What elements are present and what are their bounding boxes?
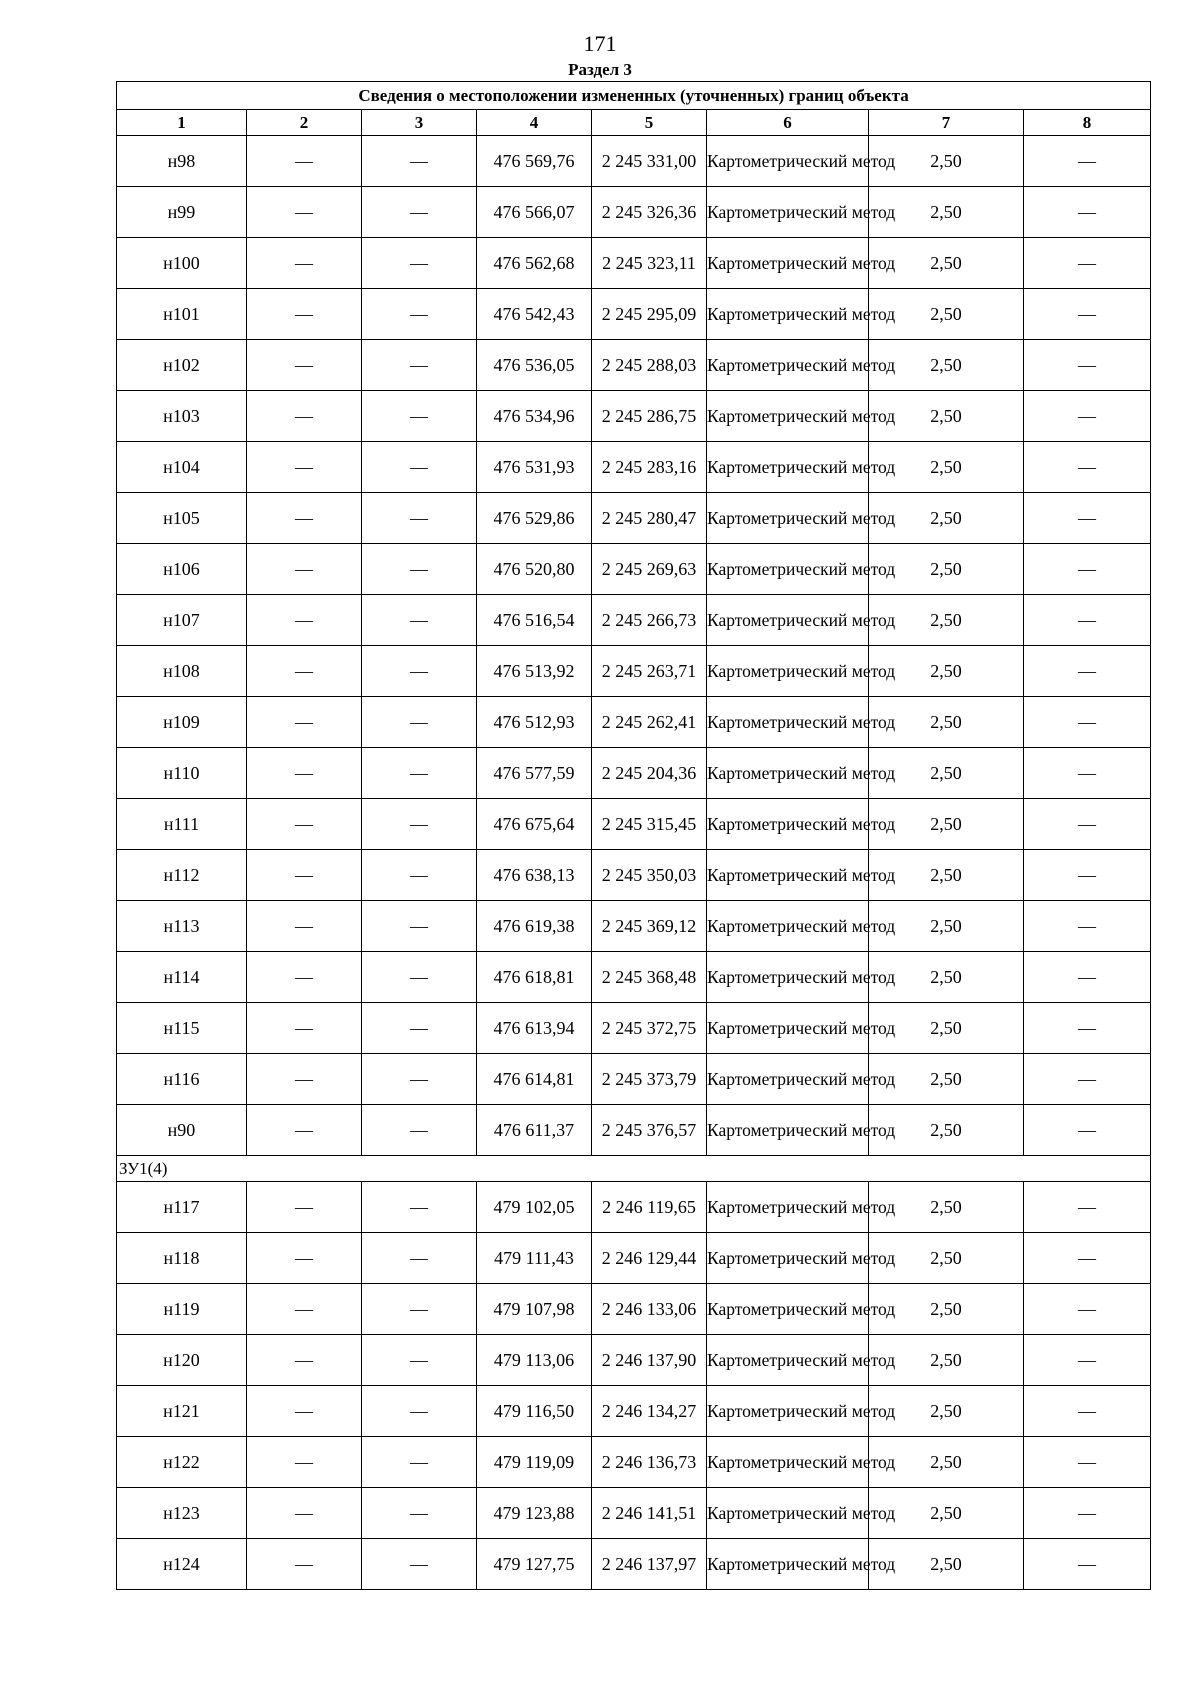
point-name-cell: н108: [117, 646, 247, 697]
point-name-cell: н110: [117, 748, 247, 799]
column-8-cell: —: [1024, 493, 1151, 544]
table-row: [117, 595, 1151, 646]
column-3-cell: —: [362, 799, 477, 850]
table-row: [117, 1437, 1151, 1488]
column-number: 3: [362, 110, 477, 136]
y-coordinate-cell: 2 245 204,36: [592, 748, 707, 799]
table-row: [117, 1539, 1151, 1590]
y-coordinate-cell: 2 245 323,11: [592, 238, 707, 289]
x-coordinate-cell: 476 569,76: [477, 136, 592, 187]
method-cell: Картометрический метод: [707, 952, 869, 1003]
y-coordinate-cell: 2 245 266,73: [592, 595, 707, 646]
method-cell: Картометрический метод: [707, 136, 869, 187]
column-2-cell: —: [247, 1182, 362, 1233]
method-cell: Картометрический метод: [707, 1003, 869, 1054]
point-name-cell: н113: [117, 901, 247, 952]
column-3-cell: —: [362, 850, 477, 901]
column-8-cell: —: [1024, 238, 1151, 289]
column-8-cell: —: [1024, 646, 1151, 697]
x-coordinate-cell: 476 618,81: [477, 952, 592, 1003]
column-3-cell: —: [362, 238, 477, 289]
point-name-cell: н90: [117, 1105, 247, 1156]
table-row: [117, 901, 1151, 952]
y-coordinate-cell: 2 245 280,47: [592, 493, 707, 544]
column-2-cell: —: [247, 340, 362, 391]
accuracy-cell: 2,50: [869, 1488, 1024, 1539]
column-3-cell: —: [362, 1105, 477, 1156]
accuracy-cell: 2,50: [869, 289, 1024, 340]
table-row: [117, 289, 1151, 340]
x-coordinate-cell: 476 613,94: [477, 1003, 592, 1054]
y-coordinate-cell: 2 246 141,51: [592, 1488, 707, 1539]
accuracy-cell: 2,50: [869, 1284, 1024, 1335]
y-coordinate-cell: 2 245 263,71: [592, 646, 707, 697]
method-cell: Картометрический метод: [707, 289, 869, 340]
point-name-cell: н103: [117, 391, 247, 442]
accuracy-cell: 2,50: [869, 1539, 1024, 1590]
y-coordinate-cell: 2 245 376,57: [592, 1105, 707, 1156]
table-caption-row: [117, 82, 1151, 110]
table-row: [117, 238, 1151, 289]
column-number: 6: [707, 110, 869, 136]
column-2-cell: —: [247, 595, 362, 646]
column-3-cell: —: [362, 901, 477, 952]
y-coordinate-cell: 2 245 315,45: [592, 799, 707, 850]
point-name-cell: н107: [117, 595, 247, 646]
x-coordinate-cell: 476 534,96: [477, 391, 592, 442]
accuracy-cell: 2,50: [869, 799, 1024, 850]
column-8-cell: —: [1024, 1105, 1151, 1156]
point-name-cell: н109: [117, 697, 247, 748]
x-coordinate-cell: 476 531,93: [477, 442, 592, 493]
method-cell: Картометрический метод: [707, 646, 869, 697]
accuracy-cell: 2,50: [869, 1335, 1024, 1386]
column-3-cell: —: [362, 442, 477, 493]
accuracy-cell: 2,50: [869, 544, 1024, 595]
x-coordinate-cell: 479 123,88: [477, 1488, 592, 1539]
method-cell: Картометрический метод: [707, 1054, 869, 1105]
point-name-cell: н101: [117, 289, 247, 340]
accuracy-cell: 2,50: [869, 442, 1024, 493]
page-number: 171: [583, 31, 617, 56]
column-8-cell: —: [1024, 442, 1151, 493]
method-cell: Картометрический метод: [707, 493, 869, 544]
method-cell: Картометрический метод: [707, 748, 869, 799]
x-coordinate-cell: 476 513,92: [477, 646, 592, 697]
point-name-cell: н119: [117, 1284, 247, 1335]
y-coordinate-cell: 2 246 136,73: [592, 1437, 707, 1488]
table-row: [117, 1488, 1151, 1539]
y-coordinate-cell: 2 245 368,48: [592, 952, 707, 1003]
y-coordinate-cell: 2 245 372,75: [592, 1003, 707, 1054]
table-row: [117, 1233, 1151, 1284]
x-coordinate-cell: 476 619,38: [477, 901, 592, 952]
accuracy-cell: 2,50: [869, 901, 1024, 952]
group-label-row: [117, 1156, 1151, 1182]
column-2-cell: —: [247, 1003, 362, 1054]
column-2-cell: —: [247, 1054, 362, 1105]
column-3-cell: —: [362, 1335, 477, 1386]
accuracy-cell: 2,50: [869, 952, 1024, 1003]
column-3-cell: —: [362, 340, 477, 391]
y-coordinate-cell: 2 245 373,79: [592, 1054, 707, 1105]
column-2-cell: —: [247, 697, 362, 748]
column-2-cell: —: [247, 544, 362, 595]
method-cell: Картометрический метод: [707, 1284, 869, 1335]
column-3-cell: —: [362, 1437, 477, 1488]
column-8-cell: —: [1024, 1335, 1151, 1386]
x-coordinate-cell: 479 127,75: [477, 1539, 592, 1590]
column-8-cell: —: [1024, 136, 1151, 187]
method-cell: Картометрический метод: [707, 1233, 869, 1284]
column-2-cell: —: [247, 748, 362, 799]
column-2-cell: —: [247, 952, 362, 1003]
table-row: [117, 1003, 1151, 1054]
method-cell: Картометрический метод: [707, 901, 869, 952]
accuracy-cell: 2,50: [869, 493, 1024, 544]
method-cell: Картометрический метод: [707, 1182, 869, 1233]
column-number: 1: [117, 110, 247, 136]
column-3-cell: —: [362, 544, 477, 595]
point-name-cell: н99: [117, 187, 247, 238]
table-row: [117, 697, 1151, 748]
point-name-cell: н118: [117, 1233, 247, 1284]
y-coordinate-cell: 2 245 286,75: [592, 391, 707, 442]
x-coordinate-cell: 476 638,13: [477, 850, 592, 901]
accuracy-cell: 2,50: [869, 136, 1024, 187]
column-2-cell: —: [247, 187, 362, 238]
column-3-cell: —: [362, 391, 477, 442]
column-8-cell: —: [1024, 544, 1151, 595]
column-number: 8: [1024, 110, 1151, 136]
column-2-cell: —: [247, 289, 362, 340]
point-name-cell: н114: [117, 952, 247, 1003]
point-name-cell: н105: [117, 493, 247, 544]
section-title: Раздел 3: [568, 60, 632, 79]
point-name-cell: н120: [117, 1335, 247, 1386]
accuracy-cell: 2,50: [869, 238, 1024, 289]
column-3-cell: —: [362, 187, 477, 238]
method-cell: Картометрический метод: [707, 238, 869, 289]
column-3-cell: —: [362, 1182, 477, 1233]
column-number: 5: [592, 110, 707, 136]
method-cell: Картометрический метод: [707, 442, 869, 493]
column-8-cell: —: [1024, 850, 1151, 901]
point-name-cell: н122: [117, 1437, 247, 1488]
y-coordinate-cell: 2 245 262,41: [592, 697, 707, 748]
x-coordinate-cell: 476 516,54: [477, 595, 592, 646]
column-3-cell: —: [362, 1003, 477, 1054]
table-caption: Сведения о местоположении измененных (уточненных) границ объекта: [117, 82, 1151, 110]
point-name-cell: н123: [117, 1488, 247, 1539]
accuracy-cell: 2,50: [869, 391, 1024, 442]
group-label: ЗУ1(4): [117, 1156, 1151, 1182]
column-2-cell: —: [247, 850, 362, 901]
column-2-cell: —: [247, 901, 362, 952]
method-cell: Картометрический метод: [707, 697, 869, 748]
column-3-cell: —: [362, 136, 477, 187]
table-row: [117, 1335, 1151, 1386]
method-cell: Картометрический метод: [707, 1105, 869, 1156]
column-8-cell: —: [1024, 595, 1151, 646]
column-3-cell: —: [362, 1054, 477, 1105]
y-coordinate-cell: 2 245 283,16: [592, 442, 707, 493]
y-coordinate-cell: 2 246 137,97: [592, 1539, 707, 1590]
accuracy-cell: 2,50: [869, 1182, 1024, 1233]
column-8-cell: —: [1024, 187, 1151, 238]
point-name-cell: н98: [117, 136, 247, 187]
method-cell: Картометрический метод: [707, 1386, 869, 1437]
y-coordinate-cell: 2 245 331,00: [592, 136, 707, 187]
table-row: [117, 850, 1151, 901]
column-3-cell: —: [362, 493, 477, 544]
column-3-cell: —: [362, 289, 477, 340]
column-2-cell: —: [247, 136, 362, 187]
table-row: [117, 187, 1151, 238]
table-row: [117, 748, 1151, 799]
column-3-cell: —: [362, 952, 477, 1003]
x-coordinate-cell: 479 113,06: [477, 1335, 592, 1386]
table-row: [117, 136, 1151, 187]
method-cell: Картометрический метод: [707, 799, 869, 850]
table-row: [117, 1386, 1151, 1437]
column-2-cell: —: [247, 1437, 362, 1488]
column-number: 2: [247, 110, 362, 136]
point-name-cell: н102: [117, 340, 247, 391]
y-coordinate-cell: 2 246 119,65: [592, 1182, 707, 1233]
table-row: [117, 340, 1151, 391]
point-name-cell: н100: [117, 238, 247, 289]
table-row: [117, 952, 1151, 1003]
column-3-cell: —: [362, 748, 477, 799]
accuracy-cell: 2,50: [869, 1233, 1024, 1284]
y-coordinate-cell: 2 245 269,63: [592, 544, 707, 595]
x-coordinate-cell: 479 107,98: [477, 1284, 592, 1335]
accuracy-cell: 2,50: [869, 1386, 1024, 1437]
column-8-cell: —: [1024, 289, 1151, 340]
y-coordinate-cell: 2 245 350,03: [592, 850, 707, 901]
column-8-cell: —: [1024, 1539, 1151, 1590]
column-8-cell: —: [1024, 952, 1151, 1003]
point-name-cell: н116: [117, 1054, 247, 1105]
column-8-cell: —: [1024, 748, 1151, 799]
accuracy-cell: 2,50: [869, 595, 1024, 646]
point-name-cell: н111: [117, 799, 247, 850]
accuracy-cell: 2,50: [869, 1054, 1024, 1105]
x-coordinate-cell: 476 512,93: [477, 697, 592, 748]
column-8-cell: —: [1024, 1003, 1151, 1054]
column-8-cell: —: [1024, 340, 1151, 391]
accuracy-cell: 2,50: [869, 1003, 1024, 1054]
x-coordinate-cell: 479 102,05: [477, 1182, 592, 1233]
table-row: [117, 391, 1151, 442]
column-2-cell: —: [247, 646, 362, 697]
y-coordinate-cell: 2 246 134,27: [592, 1386, 707, 1437]
accuracy-cell: 2,50: [869, 340, 1024, 391]
x-coordinate-cell: 476 577,59: [477, 748, 592, 799]
method-cell: Картометрический метод: [707, 595, 869, 646]
column-number-row: [117, 110, 1151, 136]
point-name-cell: н117: [117, 1182, 247, 1233]
x-coordinate-cell: 476 611,37: [477, 1105, 592, 1156]
column-3-cell: —: [362, 595, 477, 646]
accuracy-cell: 2,50: [869, 748, 1024, 799]
y-coordinate-cell: 2 245 288,03: [592, 340, 707, 391]
column-number: 4: [477, 110, 592, 136]
accuracy-cell: 2,50: [869, 646, 1024, 697]
table-body: [117, 136, 1151, 1590]
column-8-cell: —: [1024, 799, 1151, 850]
method-cell: Картометрический метод: [707, 850, 869, 901]
column-8-cell: —: [1024, 901, 1151, 952]
column-2-cell: —: [247, 1386, 362, 1437]
column-2-cell: —: [247, 799, 362, 850]
y-coordinate-cell: 2 245 295,09: [592, 289, 707, 340]
y-coordinate-cell: 2 246 137,90: [592, 1335, 707, 1386]
column-2-cell: —: [247, 1539, 362, 1590]
column-8-cell: —: [1024, 1437, 1151, 1488]
column-8-cell: —: [1024, 1054, 1151, 1105]
column-2-cell: —: [247, 1335, 362, 1386]
column-8-cell: —: [1024, 1488, 1151, 1539]
x-coordinate-cell: 476 529,86: [477, 493, 592, 544]
point-name-cell: н124: [117, 1539, 247, 1590]
table-row: [117, 442, 1151, 493]
column-8-cell: —: [1024, 1233, 1151, 1284]
x-coordinate-cell: 476 542,43: [477, 289, 592, 340]
column-2-cell: —: [247, 391, 362, 442]
method-cell: Картометрический метод: [707, 1539, 869, 1590]
y-coordinate-cell: 2 246 129,44: [592, 1233, 707, 1284]
method-cell: Картометрический метод: [707, 391, 869, 442]
column-8-cell: —: [1024, 697, 1151, 748]
method-cell: Картометрический метод: [707, 187, 869, 238]
column-3-cell: —: [362, 1233, 477, 1284]
point-name-cell: н121: [117, 1386, 247, 1437]
table-row: [117, 799, 1151, 850]
x-coordinate-cell: 476 536,05: [477, 340, 592, 391]
y-coordinate-cell: 2 246 133,06: [592, 1284, 707, 1335]
x-coordinate-cell: 479 116,50: [477, 1386, 592, 1437]
x-coordinate-cell: 476 675,64: [477, 799, 592, 850]
point-name-cell: н115: [117, 1003, 247, 1054]
table-row: [117, 493, 1151, 544]
column-2-cell: —: [247, 442, 362, 493]
accuracy-cell: 2,50: [869, 850, 1024, 901]
method-cell: Картометрический метод: [707, 1437, 869, 1488]
column-8-cell: —: [1024, 391, 1151, 442]
accuracy-cell: 2,50: [869, 697, 1024, 748]
accuracy-cell: 2,50: [869, 187, 1024, 238]
table-row: [117, 1105, 1151, 1156]
point-name-cell: н104: [117, 442, 247, 493]
table-row: [117, 1054, 1151, 1105]
column-3-cell: —: [362, 697, 477, 748]
column-3-cell: —: [362, 1284, 477, 1335]
column-3-cell: —: [362, 1488, 477, 1539]
x-coordinate-cell: 479 119,09: [477, 1437, 592, 1488]
y-coordinate-cell: 2 245 326,36: [592, 187, 707, 238]
column-8-cell: —: [1024, 1182, 1151, 1233]
table-row: [117, 646, 1151, 697]
column-3-cell: —: [362, 1386, 477, 1437]
x-coordinate-cell: 476 562,68: [477, 238, 592, 289]
accuracy-cell: 2,50: [869, 1105, 1024, 1156]
method-cell: Картометрический метод: [707, 1488, 869, 1539]
x-coordinate-cell: 476 566,07: [477, 187, 592, 238]
boundary-coordinates-table: [116, 81, 1151, 1590]
column-8-cell: —: [1024, 1284, 1151, 1335]
point-name-cell: н112: [117, 850, 247, 901]
column-2-cell: —: [247, 1284, 362, 1335]
column-2-cell: —: [247, 1233, 362, 1284]
method-cell: Картометрический метод: [707, 1335, 869, 1386]
column-8-cell: —: [1024, 1386, 1151, 1437]
table-row: [117, 1284, 1151, 1335]
column-3-cell: —: [362, 646, 477, 697]
method-cell: Картометрический метод: [707, 340, 869, 391]
column-2-cell: —: [247, 493, 362, 544]
column-number: 7: [869, 110, 1024, 136]
column-3-cell: —: [362, 1539, 477, 1590]
method-cell: Картометрический метод: [707, 544, 869, 595]
column-2-cell: —: [247, 1105, 362, 1156]
x-coordinate-cell: 479 111,43: [477, 1233, 592, 1284]
column-2-cell: —: [247, 1488, 362, 1539]
y-coordinate-cell: 2 245 369,12: [592, 901, 707, 952]
column-2-cell: —: [247, 238, 362, 289]
table-row: [117, 1182, 1151, 1233]
x-coordinate-cell: 476 520,80: [477, 544, 592, 595]
accuracy-cell: 2,50: [869, 1437, 1024, 1488]
point-name-cell: н106: [117, 544, 247, 595]
table-row: [117, 544, 1151, 595]
x-coordinate-cell: 476 614,81: [477, 1054, 592, 1105]
